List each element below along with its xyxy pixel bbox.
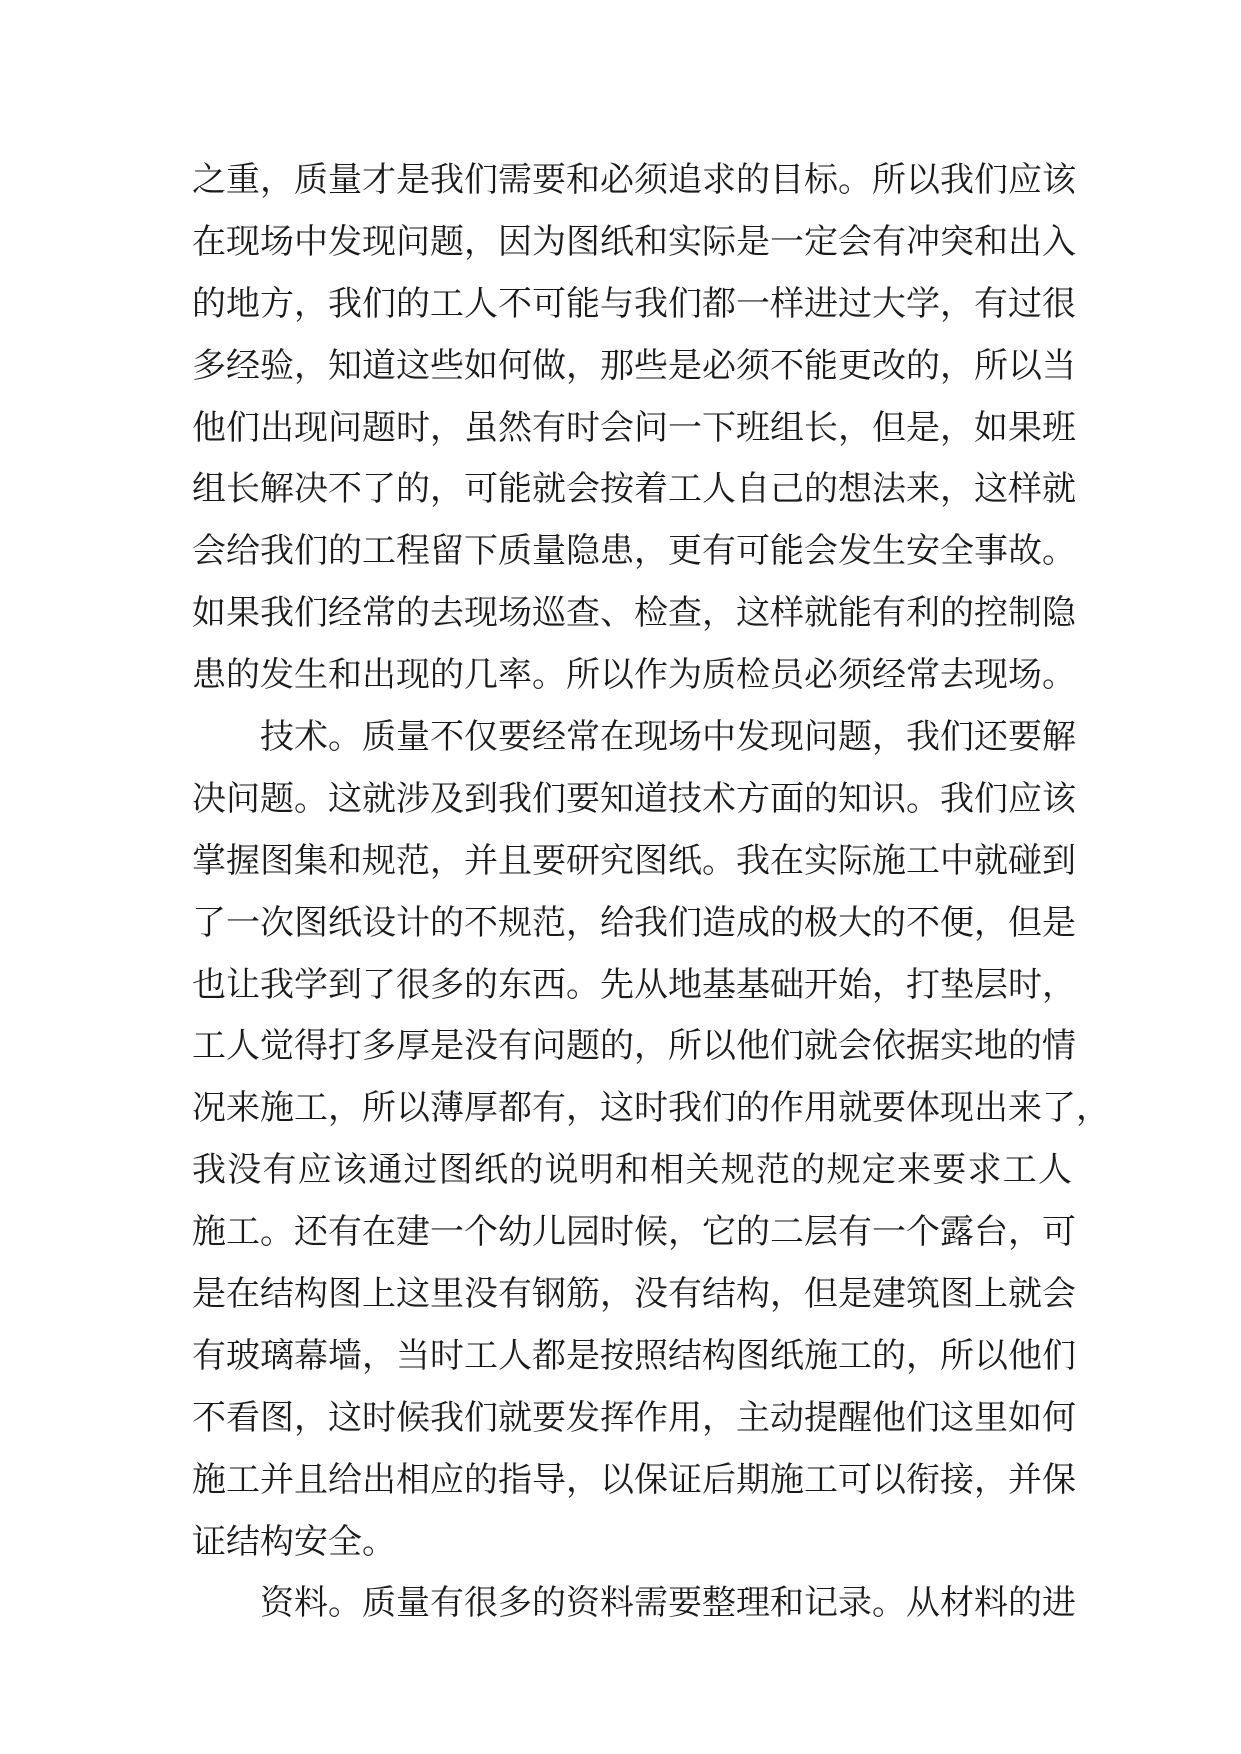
text-line: 工人觉得打多厚是没有问题的，所以他们就会依据实地的情 (192, 1026, 1076, 1067)
text-line: 掌握图集和规范，并且要研究图纸。我在实际施工中就碰到 (192, 840, 1076, 881)
paragraph-start-line: 技术。质量不仅要经常在现场中发现问题，我们还要解 (260, 717, 1076, 758)
paragraph-end-line: 证结构安全。 (192, 1521, 396, 1562)
text-line: 在现场中发现问题，因为图纸和实际是一定会有冲突和出入 (192, 221, 1076, 262)
text-line: 有玻璃幕墙，当时工人都是按照结构图纸施工的，所以他们 (192, 1335, 1076, 1376)
text-line: 况来施工，所以薄厚都有，这时我们的作用就要体现出来了， (192, 1088, 1110, 1129)
text-line: 患的发生和出现的几率。所以作为质检员必须经常去现场。 (192, 655, 1076, 696)
text-line: 施工并且给出相应的指导，以保证后期施工可以衔接，并保 (192, 1459, 1076, 1500)
text-line: 了一次图纸设计的不规范，给我们造成的极大的不便，但是 (192, 902, 1076, 943)
text-line: 施工。还有在建一个幼儿园时候，它的二层有一个露台，可 (192, 1212, 1076, 1253)
text-line: 组长解决不了的，可能就会按着工人自己的想法来，这样就 (192, 469, 1076, 510)
text-line: 我没有应该通过图纸的说明和相关规范的规定来要求工人 (192, 1150, 1072, 1191)
paragraph-start-line: 资料。质量有很多的资料需要整理和记录。从材料的进 (260, 1583, 1076, 1624)
body-text (192, 150, 1110, 1635)
text-line: 如果我们经常的去现场巡查、检查，这样就能有利的控制隐 (192, 593, 1076, 634)
text-line: 会给我们的工程留下质量隐患，更有可能会发生安全事故。 (192, 531, 1076, 572)
text-line: 也让我学到了很多的东西。先从地基基础开始，打垫层时， (192, 964, 1076, 1005)
text-line: 决问题。这就涉及到我们要知道技术方面的知识。我们应该 (192, 778, 1076, 819)
text-line: 是在结构图上这里没有钢筋，没有结构，但是建筑图上就会 (192, 1274, 1076, 1315)
text-line: 不看图，这时候我们就要发挥作用，主动提醒他们这里如何 (192, 1397, 1076, 1438)
text-line: 他们出现问题时，虽然有时会问一下班组长，但是，如果班 (192, 407, 1076, 448)
text-line: 之重，质量才是我们需要和必须追求的目标。所以我们应该 (192, 160, 1076, 200)
text-line: 多经验，知道这些如何做，那些是必须不能更改的，所以当 (192, 345, 1076, 386)
text-line: 的地方，我们的工人不可能与我们都一样进过大学，有过很 (192, 283, 1076, 324)
